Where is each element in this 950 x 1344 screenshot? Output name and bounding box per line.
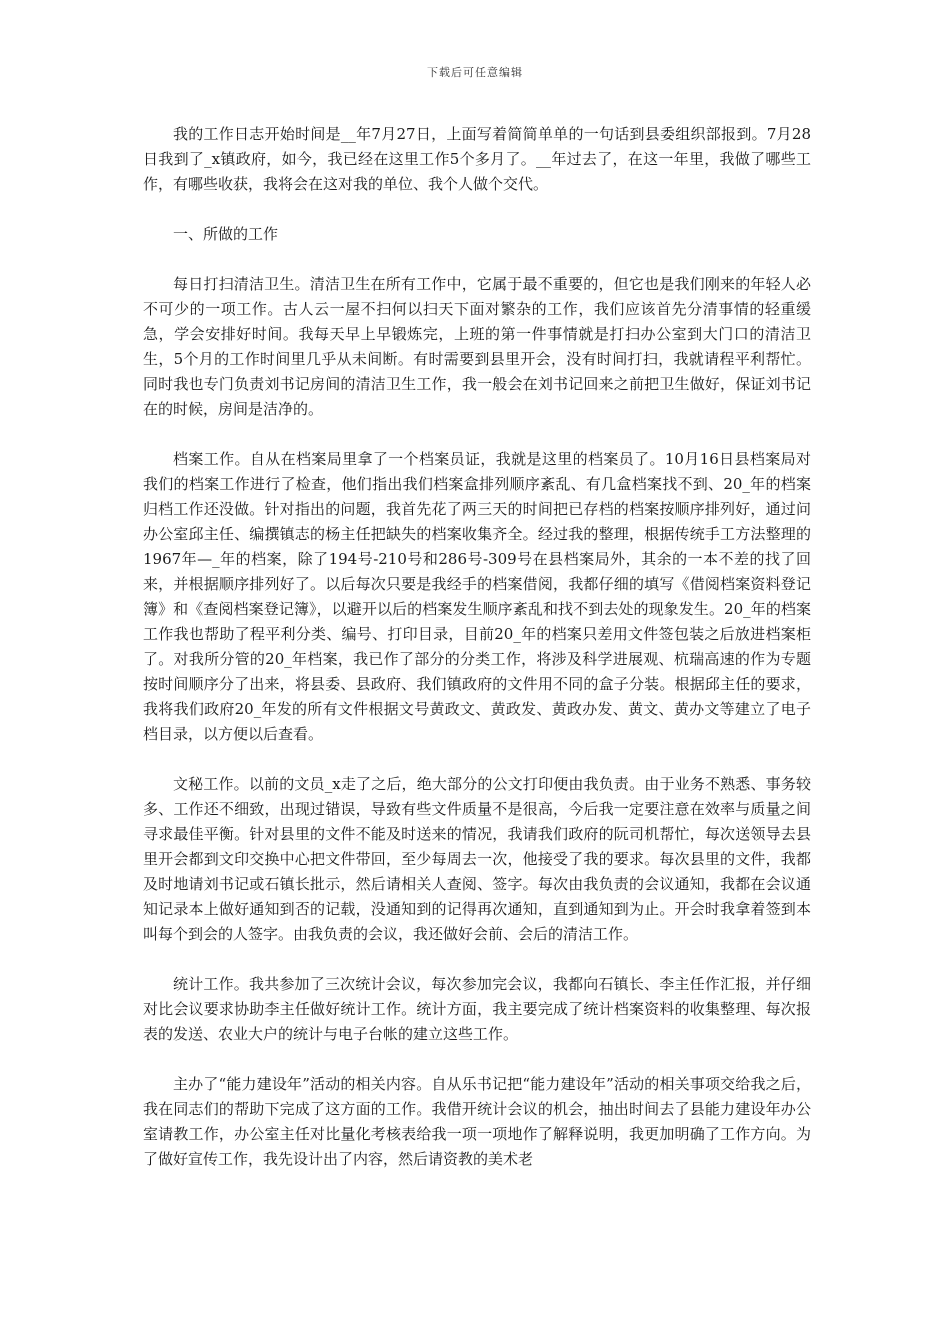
page-header: 下载后可任意编辑 [427,66,523,79]
paragraph-cleaning: 每日打扫清洁卫生。清洁卫生在所有工作中，它属于最不重要的，但它也是我们刚来的年轻人必不可少的一项工作。古人云一屋不扫何以扫天下面对繁杂的工作，我们应该首先分清事情的轻重缓急，学会安排好时间。我每天早上早锻炼完，上班的第一件事情就是打扫办公室到大门口的清洁卫生，5个月的工作时间里几乎从未间断。有时需要到县里开会，没有时间打扫，我就请程平利帮忙。同时我也专门负责刘书记房间的清洁卫生工作，我一般会在刘书记回来之前把卫生做好，保证刘书记在的时候，房间是洁净的。 [143,275,811,418]
document-body [143,122,811,1172]
paragraph-statistics: 统计工作。我共参加了三次统计会议，每次参加完会议，我都向石镇长、李主任作汇报，并仔细对比会议要求协助李主任做好统计工作。统计方面，我主要完成了统计档案资料的收集整理、每次报表的发送、农业大户的统计与电子台帐的建立这些工作。 [143,975,811,1043]
paragraph-capacity-building: 主办了“能力建设年”活动的相关内容。自从乐书记把“能力建设年”活动的相关事项交给我之后，我在同志们的帮助下完成了这方面的工作。我借开统计会议的机会，抽出时间去了县能力建设年办公室请教工作，办公室主任对比量化考核表给我一项一项地作了解释说明，我更加明确了工作方向。为了做好宣传工作，我先设计出了内容，然后请资教的美术老 [143,1075,811,1168]
intro-paragraph: 我的工作日志开始时间是__年7月27日，上面写着简简单单的一句话到县委组织部报到。7月28日我到了_x镇政府，如今，我已经在这里工作5个多月了。__年过去了，在这一年里，我做了哪些工作，有哪些收获，我将会在这对我的单位、我个人做个交代。 [143,125,811,193]
paragraph-archives: 档案工作。自从在档案局里拿了一个档案员证，我就是这里的档案员了。10月16日县档案局对我们的档案工作进行了检查，他们指出我们档案盒排列顺序紊乱、有几盒档案找不到、20_年的档案归档工作还没做。针对指出的问题，我首先花了两三天的时间把已存档的档案按顺序排列好，通过问办公室邱主任、编撰镇志的杨主任把缺失的档案收集齐全。经过我的整理，根据传统手工方法整理的1967年—_年的档案，除了194号-210号和286号-309号在县档案局外，其余的一本不差的找了回来，并根据顺序排列好了。以后每次只要是我经手的档案借阅，我都仔细的填写《借阅档案资料登记簿》和《查阅档案登记簿》，以避开以后的档案发生顺序紊乱和找不到去处的现象发生。20_年的档案工作我也帮助了程平利分类、编号、打印目录，目前20_年的档案只差用文件签包装之后放进档案柜了。对我所分管的20_年档案，我已作了部分的分类工作，将涉及科学进展观、杭瑞高速的作为专题按时间顺序分了出来，将县委、县政府、我们镇政府的文件用不同的盒子分装。根据邱主任的要求，我将我们政府20_年发的所有文件根据文号黄政文、黄政发、黄政办发、黄文、黄办文等建立了电子档目录，以方便以后查看。 [143,450,811,743]
section-heading: 一、所做的工作 [173,225,279,243]
paragraph-secretarial: 文秘工作。以前的文员_x走了之后，绝大部分的公文打印便由我负责。由于业务不熟悉、事务较多、工作还不细致，出现过错误，导致有些文件质量不是很高，今后我一定要注意在效率与质量之间寻求最佳平衡。针对县里的文件不能及时送来的情况，我请我们政府的阮司机帮忙，每次送领导去县里开会都到文印交换中心把文件带回，至少每周去一次，他接受了我的要求。每次县里的文件，我都及时地请刘书记或石镇长批示，然后请相关人查阅、签字。每次由我负责的会议通知，我都在会议通知记录本上做好通知到否的记载，没通知到的记得再次通知，直到通知到为止。开会时我拿着签到本叫每个到会的人签字。由我负责的会议，我还做好会前、会后的清洁工作。 [143,775,811,943]
